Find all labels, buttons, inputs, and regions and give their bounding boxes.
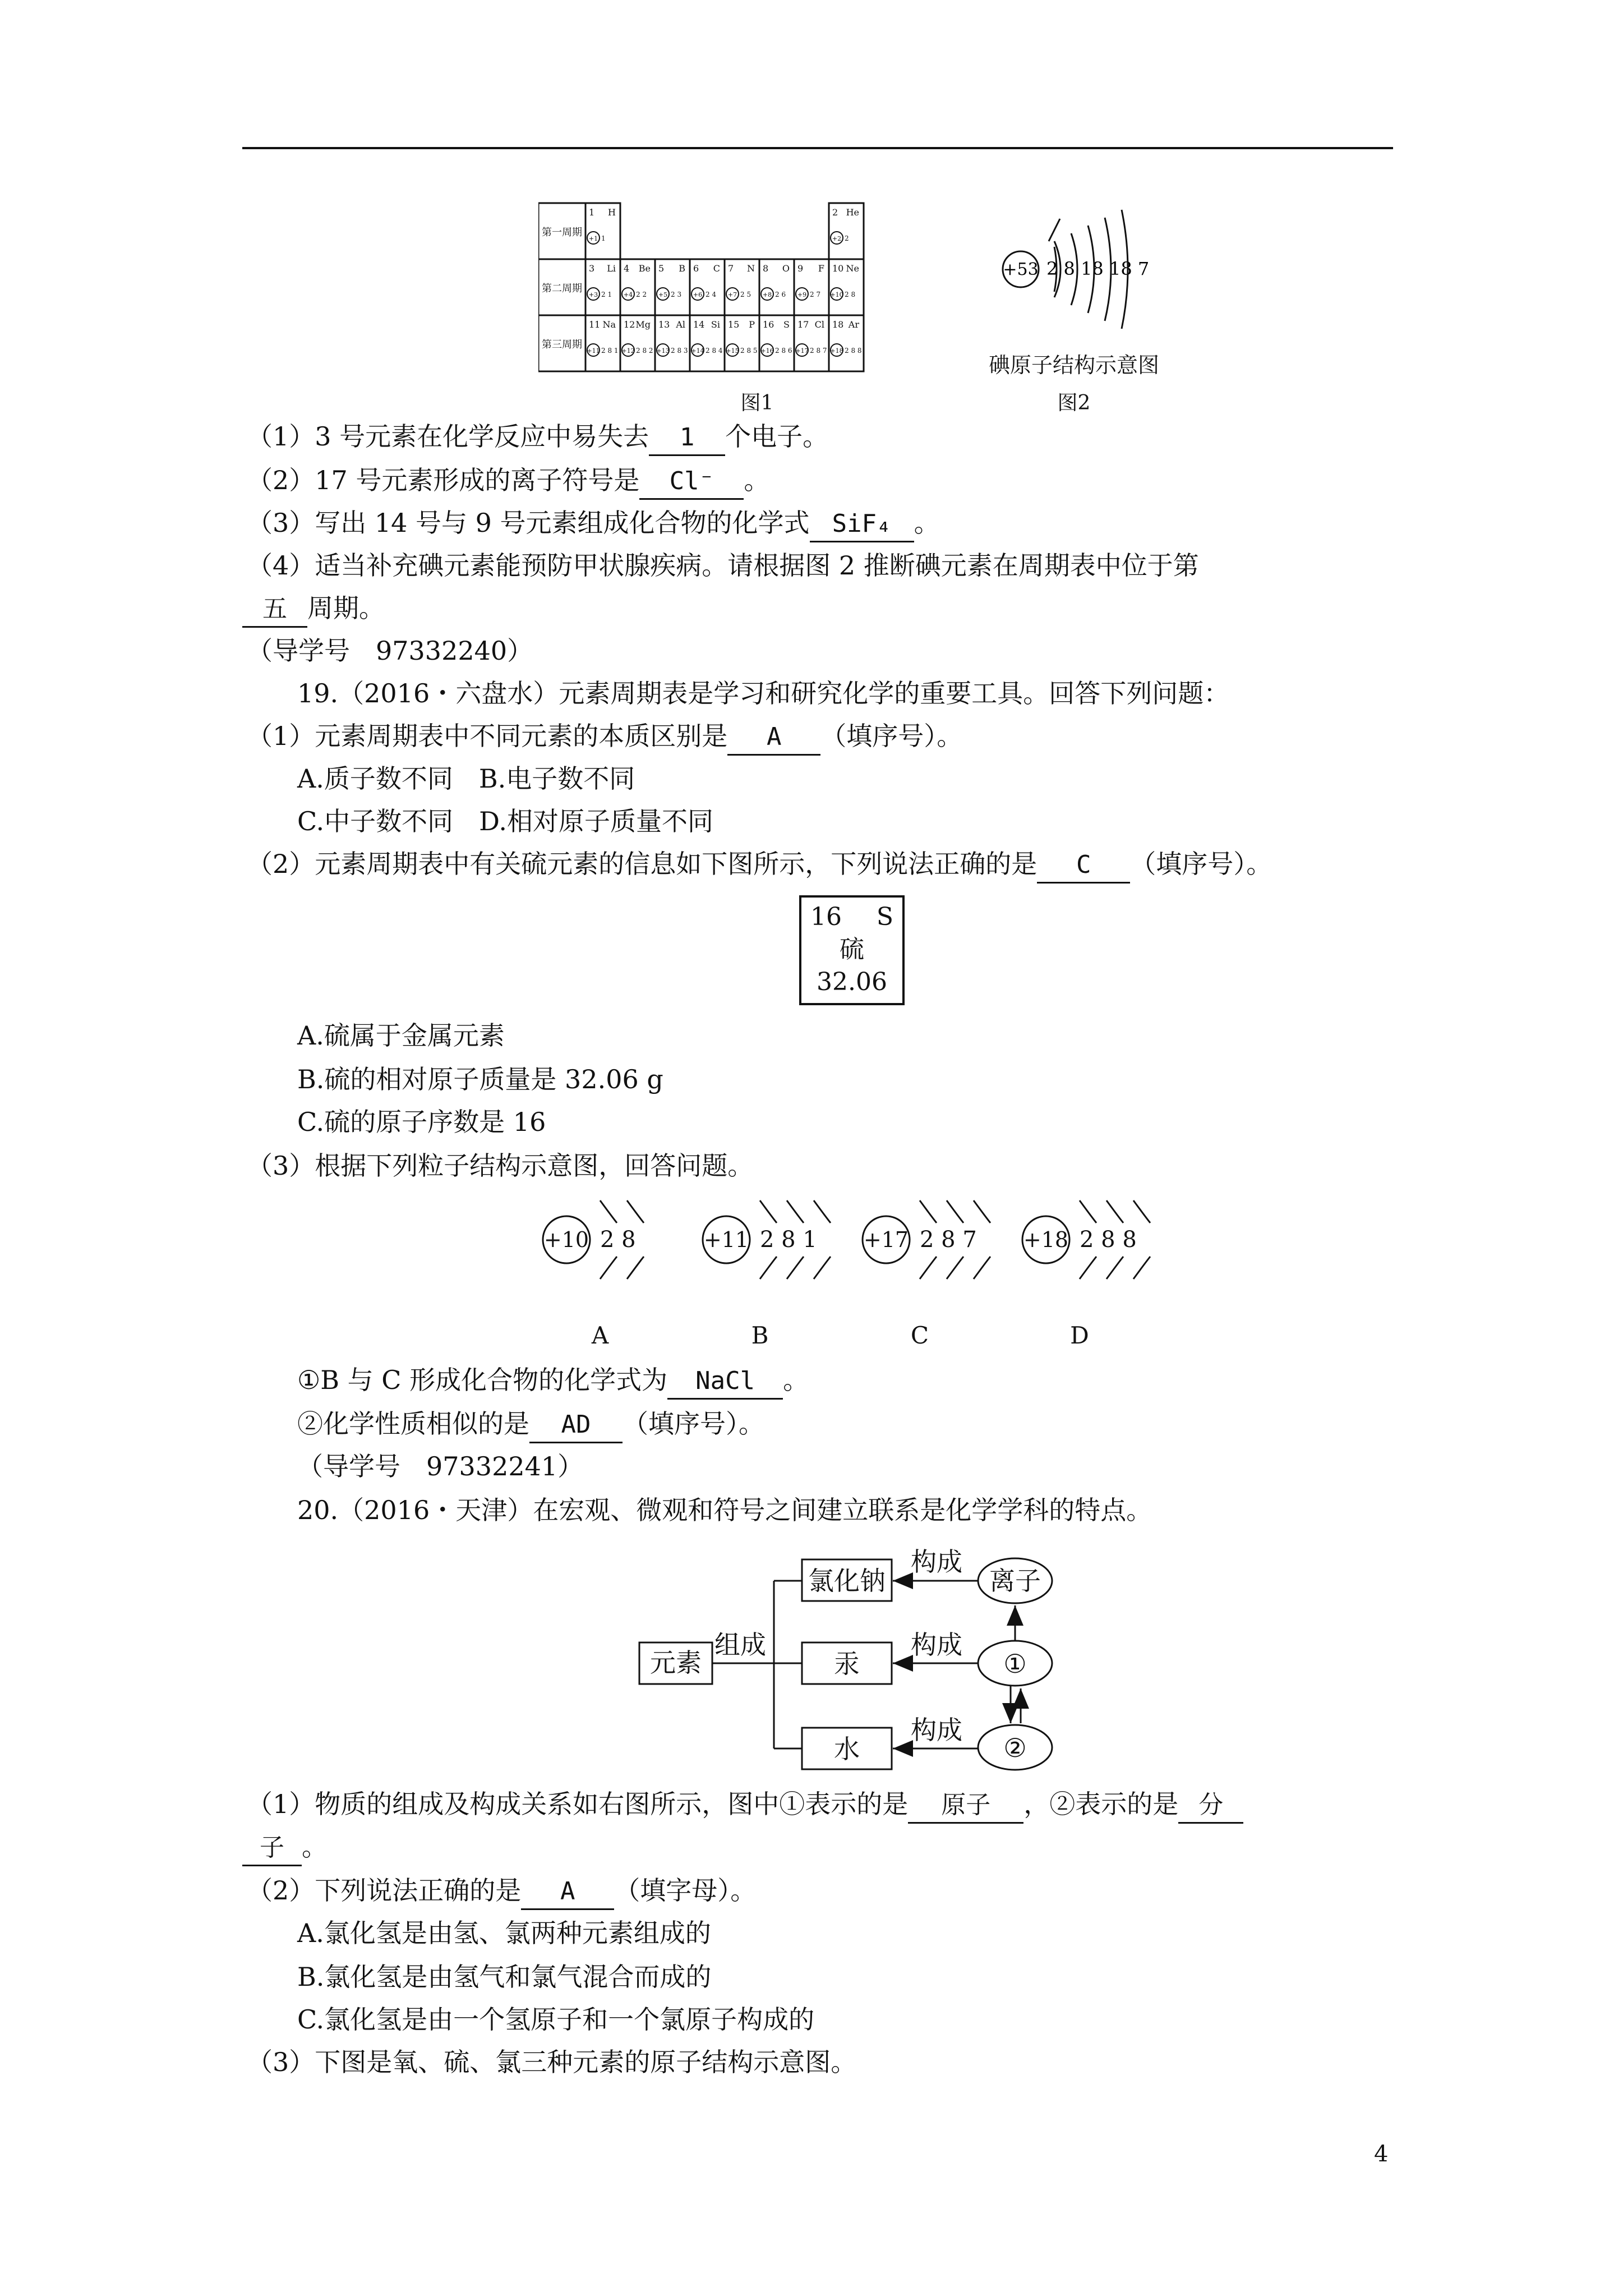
element-cell: [587, 319, 618, 356]
q19-option-b: B.硫的相对原子质量是 32.06 g: [297, 1064, 663, 1094]
svg-text:+18: +18: [1023, 1227, 1069, 1252]
svg-text:+9: +9: [797, 291, 807, 298]
q20-title: 20.（2016・天津）在宏观、微观和符号之间建立联系是化学学科的特点。: [297, 1495, 1152, 1525]
svg-text:+7: +7: [727, 291, 737, 298]
svg-text:2 6: 2 6: [775, 291, 786, 298]
q18-answer-3: SiF₄: [810, 507, 914, 542]
svg-text:2 3: 2 3: [671, 291, 682, 298]
svg-text:2: 2: [845, 234, 849, 242]
svg-text:2 8 8: 2 8 8: [1080, 1227, 1137, 1253]
q20-answer-1: 原子: [908, 1788, 1023, 1824]
q19-part2: （2）元素周期表中有关硫元素的信息如下图所示，下列说法正确的是 C （填序号）。: [247, 847, 1272, 884]
svg-text:+11: +11: [587, 347, 600, 355]
q19-options-ab: A.质子数不同 B.电子数不同: [297, 763, 635, 794]
svg-text:Na: Na: [602, 319, 616, 330]
svg-text:A: A: [591, 1322, 609, 1349]
svg-text:2 5: 2 5: [740, 291, 751, 298]
element-cell: [760, 319, 792, 356]
q20-answer-3: A: [521, 1875, 614, 1910]
q20-option-c: C.氯化氢是由一个氢原子和一个氯原子构成的: [297, 2004, 815, 2035]
q18-part3: （3）写出 14 号与 9 号元素组成化合物的化学式 SiF₄ 。: [247, 506, 940, 542]
sulfur-symbol: S: [876, 903, 893, 931]
svg-text:2 2: 2 2: [636, 291, 647, 298]
svg-text:14: 14: [693, 319, 705, 330]
svg-text:+15: +15: [726, 347, 739, 355]
diagram-constitute-2: 构成: [911, 1630, 962, 1660]
q18-part1: （1）3 号元素在化学反应中易失去 1 个电子。: [247, 420, 828, 456]
svg-text:Al: Al: [676, 319, 685, 330]
svg-text:+2: +2: [832, 235, 842, 242]
q20-composition-diagram: [634, 1531, 1082, 1784]
period-label: 第三周期: [542, 339, 582, 351]
svg-text:Li: Li: [607, 263, 616, 274]
svg-text:+13: +13: [656, 347, 670, 355]
figure-2-title: 碘原子结构示意图: [988, 353, 1159, 378]
sulfur-element-box: [799, 895, 905, 1005]
svg-text:3: 3: [589, 263, 595, 274]
svg-text:Cl: Cl: [814, 319, 824, 330]
svg-text:B: B: [679, 263, 685, 274]
sulfur-number: 16: [810, 903, 842, 931]
element-cell: [587, 207, 616, 244]
svg-text:1: 1: [601, 234, 606, 242]
period-label: 第二周期: [542, 283, 582, 295]
svg-text:+4: +4: [623, 291, 633, 298]
q19-guide-number: （导学号 97332241）: [297, 1451, 584, 1481]
q19-title: 19.（2016・六盘水）元素周期表是学习和研究化学的重要工具。回答下列问题：: [297, 678, 1230, 708]
q19-sub2: ②化学性质相似的是 AD （填序号）。: [297, 1407, 764, 1443]
diagram-water: 水: [834, 1734, 860, 1764]
svg-text:2: 2: [832, 207, 838, 218]
svg-text:Si: Si: [711, 319, 720, 330]
svg-text:C: C: [713, 263, 720, 274]
q20-part3: （3）下图是氧、硫、氯三种元素的原子结构示意图。: [247, 2047, 857, 2077]
q18-part4-cont: 五 周期。: [242, 591, 385, 628]
diagram-ion: 离子: [989, 1566, 1041, 1596]
q18-part4: （4）适当补充碘元素能预防甲状腺疾病。请根据图 2 推断碘元素在周期表中位于第: [247, 550, 1199, 581]
q19-part1: （1）元素周期表中不同元素的本质区别是 A （填序号）。: [247, 719, 962, 756]
iodine-shells: 2 8 18 18 7: [1046, 258, 1150, 279]
svg-text:15: 15: [728, 319, 740, 330]
svg-text:+5: +5: [658, 291, 668, 298]
q19-answer-1: A: [727, 720, 820, 756]
svg-text:+10: +10: [830, 291, 843, 298]
q20-answer-2b: 子: [242, 1831, 302, 1866]
svg-text:+16: +16: [760, 347, 774, 355]
svg-text:Ne: Ne: [846, 263, 859, 274]
q20-option-a: A.氯化氢是由氢、氯两种元素组成的: [297, 1918, 711, 1948]
svg-text:H: H: [608, 207, 616, 218]
q19-answer-sub1: NaCl: [667, 1364, 783, 1400]
element-cell: [795, 319, 827, 356]
svg-text:+10: +10: [543, 1227, 589, 1252]
particle-A: [543, 1200, 644, 1349]
figure-2-caption: 图2: [1057, 392, 1091, 415]
svg-text:+3: +3: [588, 291, 598, 298]
svg-text:4: 4: [624, 263, 630, 274]
figure-2-iodine-diagram: [993, 185, 1161, 353]
diagram-constitute-3: 构成: [911, 1715, 962, 1745]
q18-part2: （2）17 号元素形成的离子符号是 Cl⁻ 。: [247, 463, 769, 500]
sulfur-name: 硫: [840, 935, 864, 964]
svg-text:6: 6: [693, 263, 699, 274]
q18-answer-1: 1: [649, 421, 725, 456]
element-cell: [830, 263, 859, 300]
q20-part1-cont: 子 。: [242, 1830, 328, 1866]
diagram-circle-1: ①: [1003, 1649, 1027, 1679]
svg-text:+12: +12: [621, 347, 635, 355]
element-cell: [587, 263, 616, 300]
diagram-nacl: 氯化钠: [808, 1566, 886, 1596]
svg-text:P: P: [749, 319, 755, 330]
element-cell: [691, 263, 720, 300]
diagram-mercury: 汞: [834, 1649, 860, 1679]
diagram-constitute-1: 构成: [911, 1547, 962, 1577]
svg-text:Mg: Mg: [635, 319, 651, 330]
q19-options-cd: C.中子数不同 D.相对原子质量不同: [297, 806, 714, 836]
q20-answer-2a: 分: [1178, 1788, 1243, 1824]
svg-text:+18: +18: [830, 347, 843, 355]
q19-answer-2: C: [1037, 848, 1130, 884]
svg-text:17: 17: [797, 319, 809, 330]
diagram-element: 元素: [650, 1648, 702, 1678]
svg-text:+8: +8: [762, 291, 772, 298]
iodine-nucleus: +53: [1003, 260, 1039, 279]
svg-text:2 8 6: 2 8 6: [775, 347, 792, 355]
svg-text:O: O: [782, 263, 790, 274]
svg-text:Be: Be: [638, 263, 651, 274]
q19-option-a: A.硫属于金属元素: [297, 1020, 505, 1051]
element-cell: [830, 319, 861, 356]
svg-text:2 7: 2 7: [810, 291, 821, 298]
svg-text:7: 7: [728, 263, 734, 274]
svg-text:F: F: [818, 263, 824, 274]
svg-text:N: N: [747, 263, 755, 274]
q18-answer-2: Cl⁻: [639, 464, 744, 500]
figure-1-caption: 图1: [740, 392, 774, 415]
svg-text:2 8: 2 8: [845, 291, 856, 298]
element-cell: [657, 263, 685, 300]
q19-part3: （3）根据下列粒子结构示意图，回答问题。: [247, 1151, 754, 1181]
svg-text:+17: +17: [795, 347, 809, 355]
particle-C: [863, 1200, 990, 1349]
svg-text:2 8 4: 2 8 4: [706, 347, 723, 355]
svg-text:16: 16: [763, 319, 774, 330]
svg-text:2 8 5: 2 8 5: [740, 347, 758, 355]
sulfur-mass: 32.06: [817, 968, 887, 996]
svg-text:10: 10: [832, 263, 844, 274]
svg-text:8: 8: [763, 263, 769, 274]
q20-option-b: B.氯化氢是由氢气和氯气混合而成的: [297, 1962, 712, 1992]
svg-text:+14: +14: [691, 347, 704, 355]
q18-guide-number: （导学号 97332240）: [247, 636, 533, 666]
svg-text:1: 1: [589, 207, 595, 218]
element-cell: [726, 319, 757, 356]
svg-text:2 8: 2 8: [600, 1227, 636, 1253]
svg-text:11: 11: [589, 319, 601, 330]
svg-text:2 4: 2 4: [706, 291, 717, 298]
svg-text:9: 9: [797, 263, 804, 274]
element-cell: [621, 319, 653, 356]
svg-text:D: D: [1070, 1322, 1089, 1349]
svg-text:+11: +11: [703, 1227, 749, 1252]
svg-text:2 8 7: 2 8 7: [920, 1227, 977, 1253]
page-number: 4: [1374, 2141, 1389, 2167]
svg-text:13: 13: [658, 319, 670, 330]
element-cell: [831, 207, 859, 244]
element-cell: [761, 263, 790, 300]
diagram-compose: 组成: [714, 1630, 766, 1660]
header-rule: [242, 147, 1393, 149]
particle-D: [1022, 1200, 1150, 1349]
svg-text:+1: +1: [588, 235, 598, 242]
svg-text:Ar: Ar: [848, 319, 859, 330]
svg-text:18: 18: [832, 319, 844, 330]
q19-answer-sub2: AD: [529, 1408, 623, 1443]
element-cell: [691, 319, 723, 356]
svg-text:2 8 3: 2 8 3: [671, 347, 688, 355]
figure-1-periodic-table: [538, 197, 987, 383]
q19-sub1: ①B 与 C 形成化合物的化学式为 NaCl 。: [297, 1363, 809, 1400]
svg-text:5: 5: [658, 263, 665, 274]
q18-answer-4: 五: [242, 592, 307, 628]
q20-part1: （1）物质的组成及构成关系如右图所示，图中①表示的是 原子 ，②表示的是 分: [247, 1787, 1243, 1824]
element-cell: [796, 263, 824, 300]
period-label: 第一周期: [542, 227, 582, 238]
svg-text:2 8 1: 2 8 1: [760, 1227, 817, 1253]
diagram-circle-2: ②: [1003, 1733, 1027, 1763]
svg-text:2 8 2: 2 8 2: [636, 347, 653, 355]
svg-text:2 8 8: 2 8 8: [845, 347, 862, 355]
svg-text:S: S: [783, 319, 790, 330]
svg-text:He: He: [846, 207, 859, 218]
svg-text:12: 12: [624, 319, 635, 330]
svg-text:+6: +6: [693, 291, 703, 298]
element-cell: [726, 263, 755, 300]
element-cell: [622, 263, 651, 300]
svg-text:2 8 1: 2 8 1: [601, 347, 619, 355]
svg-text:2 1: 2 1: [601, 291, 612, 298]
particle-structure-diagrams: [538, 1189, 1166, 1358]
q20-part2: （2）下列说法正确的是 A （填字母）。: [247, 1874, 756, 1910]
q19-option-c: C.硫的原子序数是 16: [297, 1107, 546, 1137]
particle-B: [703, 1200, 831, 1349]
svg-text:B: B: [751, 1322, 769, 1349]
element-cell: [656, 319, 688, 356]
svg-text:2 8 7: 2 8 7: [810, 347, 827, 355]
svg-text:C: C: [910, 1322, 929, 1349]
svg-text:+17: +17: [863, 1227, 909, 1252]
